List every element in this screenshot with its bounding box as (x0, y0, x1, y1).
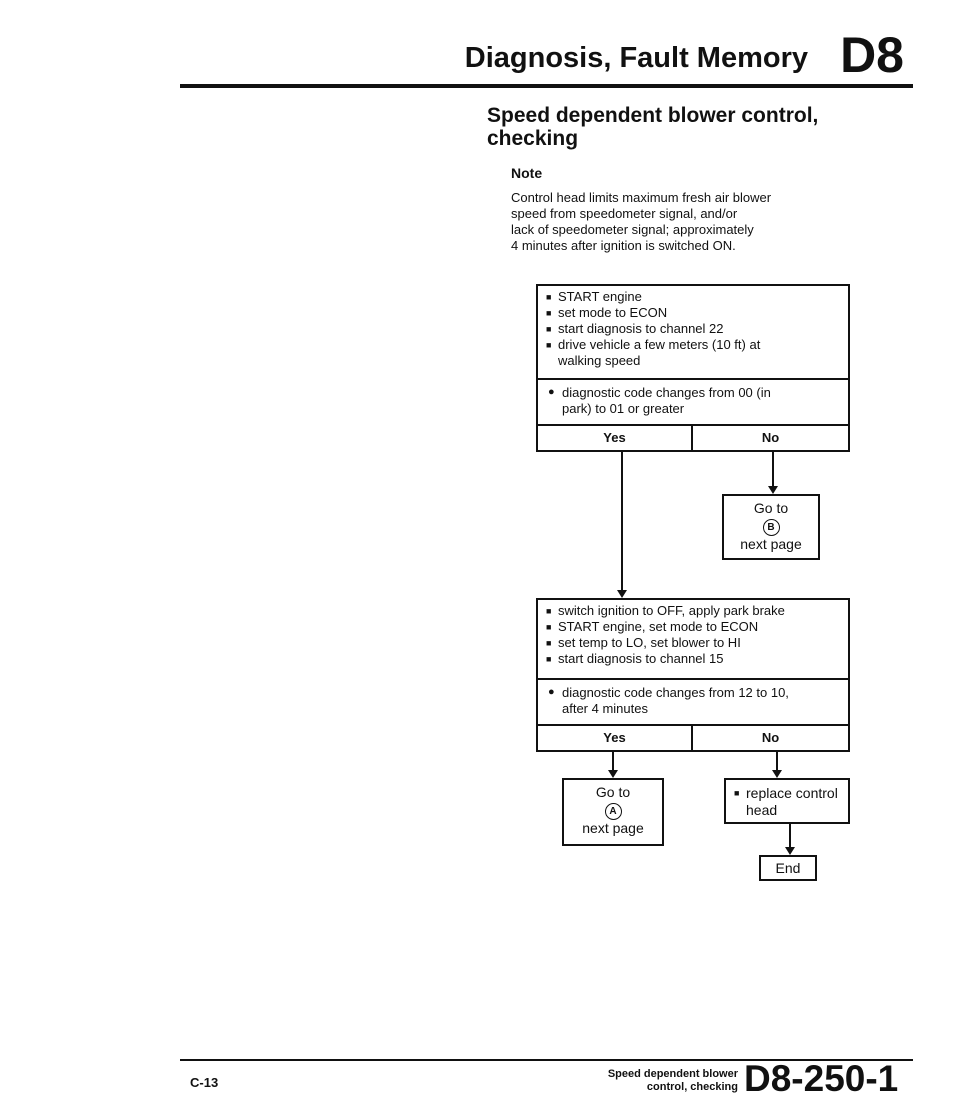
note-line: lack of speedometer signal; approximately (511, 222, 754, 237)
step2-no: No (761, 730, 780, 745)
footer-caption-line2: control, checking (646, 1081, 738, 1093)
step1-decision-row (536, 424, 850, 452)
goto-a-line3: next page (582, 820, 644, 836)
yes-connector-line (621, 452, 623, 592)
step1-check: ● diagnostic code changes from 00 (in (548, 385, 848, 401)
page-header-title: Diagnosis, Fault Memory (464, 42, 808, 74)
step2-action: ■ START engine, set mode to ECON (546, 619, 840, 635)
yes2-connector-line (612, 752, 614, 772)
header-rule (180, 84, 913, 88)
no-arrow-icon (768, 486, 778, 494)
note-text (511, 190, 851, 254)
replace-box (724, 778, 850, 824)
note-line: 4 minutes after ignition is switched ON. (511, 238, 736, 253)
circled-b-icon: B (763, 519, 780, 536)
no-connector-line (772, 452, 774, 488)
end-box: End (759, 855, 817, 881)
section-title-line2: checking (487, 127, 579, 150)
end-arrow-icon (785, 847, 795, 855)
step2-decision-row (536, 724, 850, 752)
step2-action: ■ set temp to LO, set blower to HI (546, 635, 840, 651)
no2-arrow-icon (772, 770, 782, 778)
step1-check-cont: park) to 01 or greater (562, 401, 685, 416)
step2-check-box (536, 678, 850, 726)
step1-action: ■ drive vehicle a few meters (10 ft) at (546, 337, 840, 353)
step2-action: ■ switch ignition to OFF, apply park brake (546, 603, 840, 619)
step2-check: ● diagnostic code changes from 12 to 10, (548, 685, 848, 701)
section-title (487, 104, 818, 150)
footer-page-left: C-13 (190, 1075, 219, 1090)
goto-b-line3: next page (740, 536, 802, 552)
goto-a-line1: Go to (595, 784, 631, 800)
note-line: Control head limits maximum fresh air blower (511, 190, 772, 205)
yes2-arrow-icon (608, 770, 618, 778)
step1-check-box (536, 378, 850, 426)
page-header-code: D8 (840, 27, 904, 83)
step1-no: No (761, 430, 780, 445)
step1-action-cont: walking speed (558, 353, 641, 368)
end-connector-line (789, 824, 791, 849)
step1-action: ■ start diagnosis to channel 22 (546, 321, 840, 337)
footer-caption (590, 1068, 738, 1094)
step2-action: ■ start diagnosis to channel 15 (546, 651, 840, 667)
step1-yes: Yes (538, 426, 693, 450)
footer-caption-line1: Speed dependent blower (607, 1068, 738, 1080)
goto-b-box (722, 494, 820, 560)
step2-yes: Yes (538, 726, 693, 750)
goto-b-line1: Go to (753, 500, 789, 516)
replace-line1: ■ replace control (734, 785, 840, 802)
step2-check-cont: after 4 minutes (562, 701, 648, 716)
step1-action: ■ START engine (546, 289, 840, 305)
goto-a-box (562, 778, 664, 846)
step2-action-box (536, 598, 850, 680)
replace-line2: head (746, 802, 778, 818)
step1-action-box (536, 284, 850, 380)
section-title-line1: Speed dependent blower control, (487, 104, 819, 127)
no2-connector-line (776, 752, 778, 772)
step1-action: ■ set mode to ECON (546, 305, 840, 321)
circled-a-icon: A (605, 803, 622, 820)
note-line: speed from speedometer signal, and/or (511, 206, 738, 221)
yes-arrow-icon (617, 590, 627, 598)
note-label: Note (511, 165, 543, 181)
footer-page-code: D8-250-1 (744, 1058, 899, 1099)
